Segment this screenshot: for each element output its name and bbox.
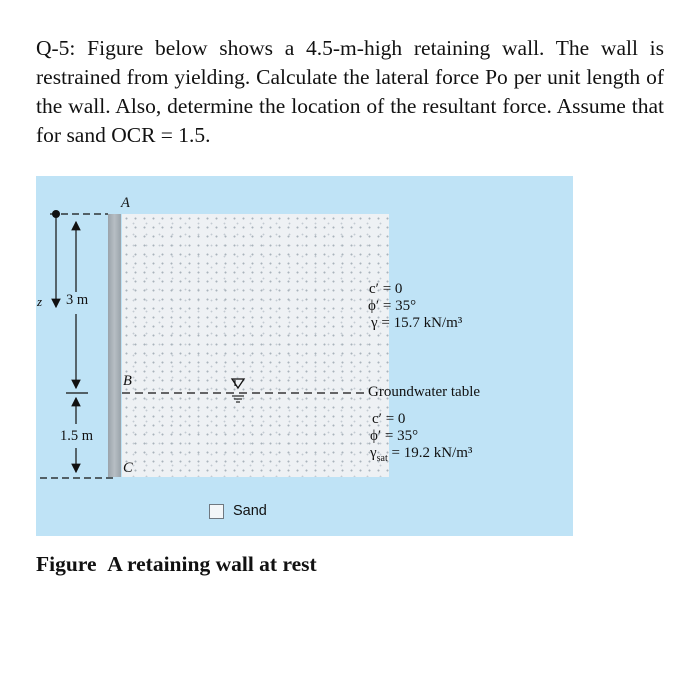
groundwater-table-label: Groundwater table	[368, 384, 481, 400]
upper-cohesion: c′ = 0	[369, 281, 403, 297]
caption-label: Figure	[36, 552, 97, 576]
upper-depth-label: 3 m	[66, 292, 89, 308]
figure-caption	[36, 552, 317, 577]
point-b-label: B	[123, 373, 132, 389]
dimension-lines	[36, 176, 573, 536]
upper-unit-weight: γ = 15.7 kN/m³	[371, 315, 463, 331]
retaining-wall-figure	[36, 176, 573, 536]
point-c-label: C	[123, 460, 133, 476]
sand-legend-label: Sand	[233, 503, 267, 519]
upper-friction-angle: ϕ′ = 35°	[368, 298, 417, 314]
water-table-triangle	[232, 379, 244, 388]
z-axis-label: z	[37, 294, 43, 309]
lower-saturated-unit-weight: $\gamma_{sat} = 19.2$ kN/m³	[370, 445, 473, 464]
caption-title: A retaining wall at rest	[107, 552, 317, 576]
lower-depth-label: 1.5 m	[60, 428, 94, 444]
question-text: Q-5: Figure below shows a 4.5-m-high retaining wall. The wall is restrained from yielding. Calculate the lateral force Po per unit length of the wall. Also, determine the location of the resultant force. Assume that for sand OCR = 1.5.	[36, 36, 664, 147]
lower-friction-angle: ϕ′ = 35°	[370, 428, 419, 444]
point-a-label: A	[121, 195, 130, 211]
lower-cohesion: c′ = 0	[372, 411, 406, 427]
